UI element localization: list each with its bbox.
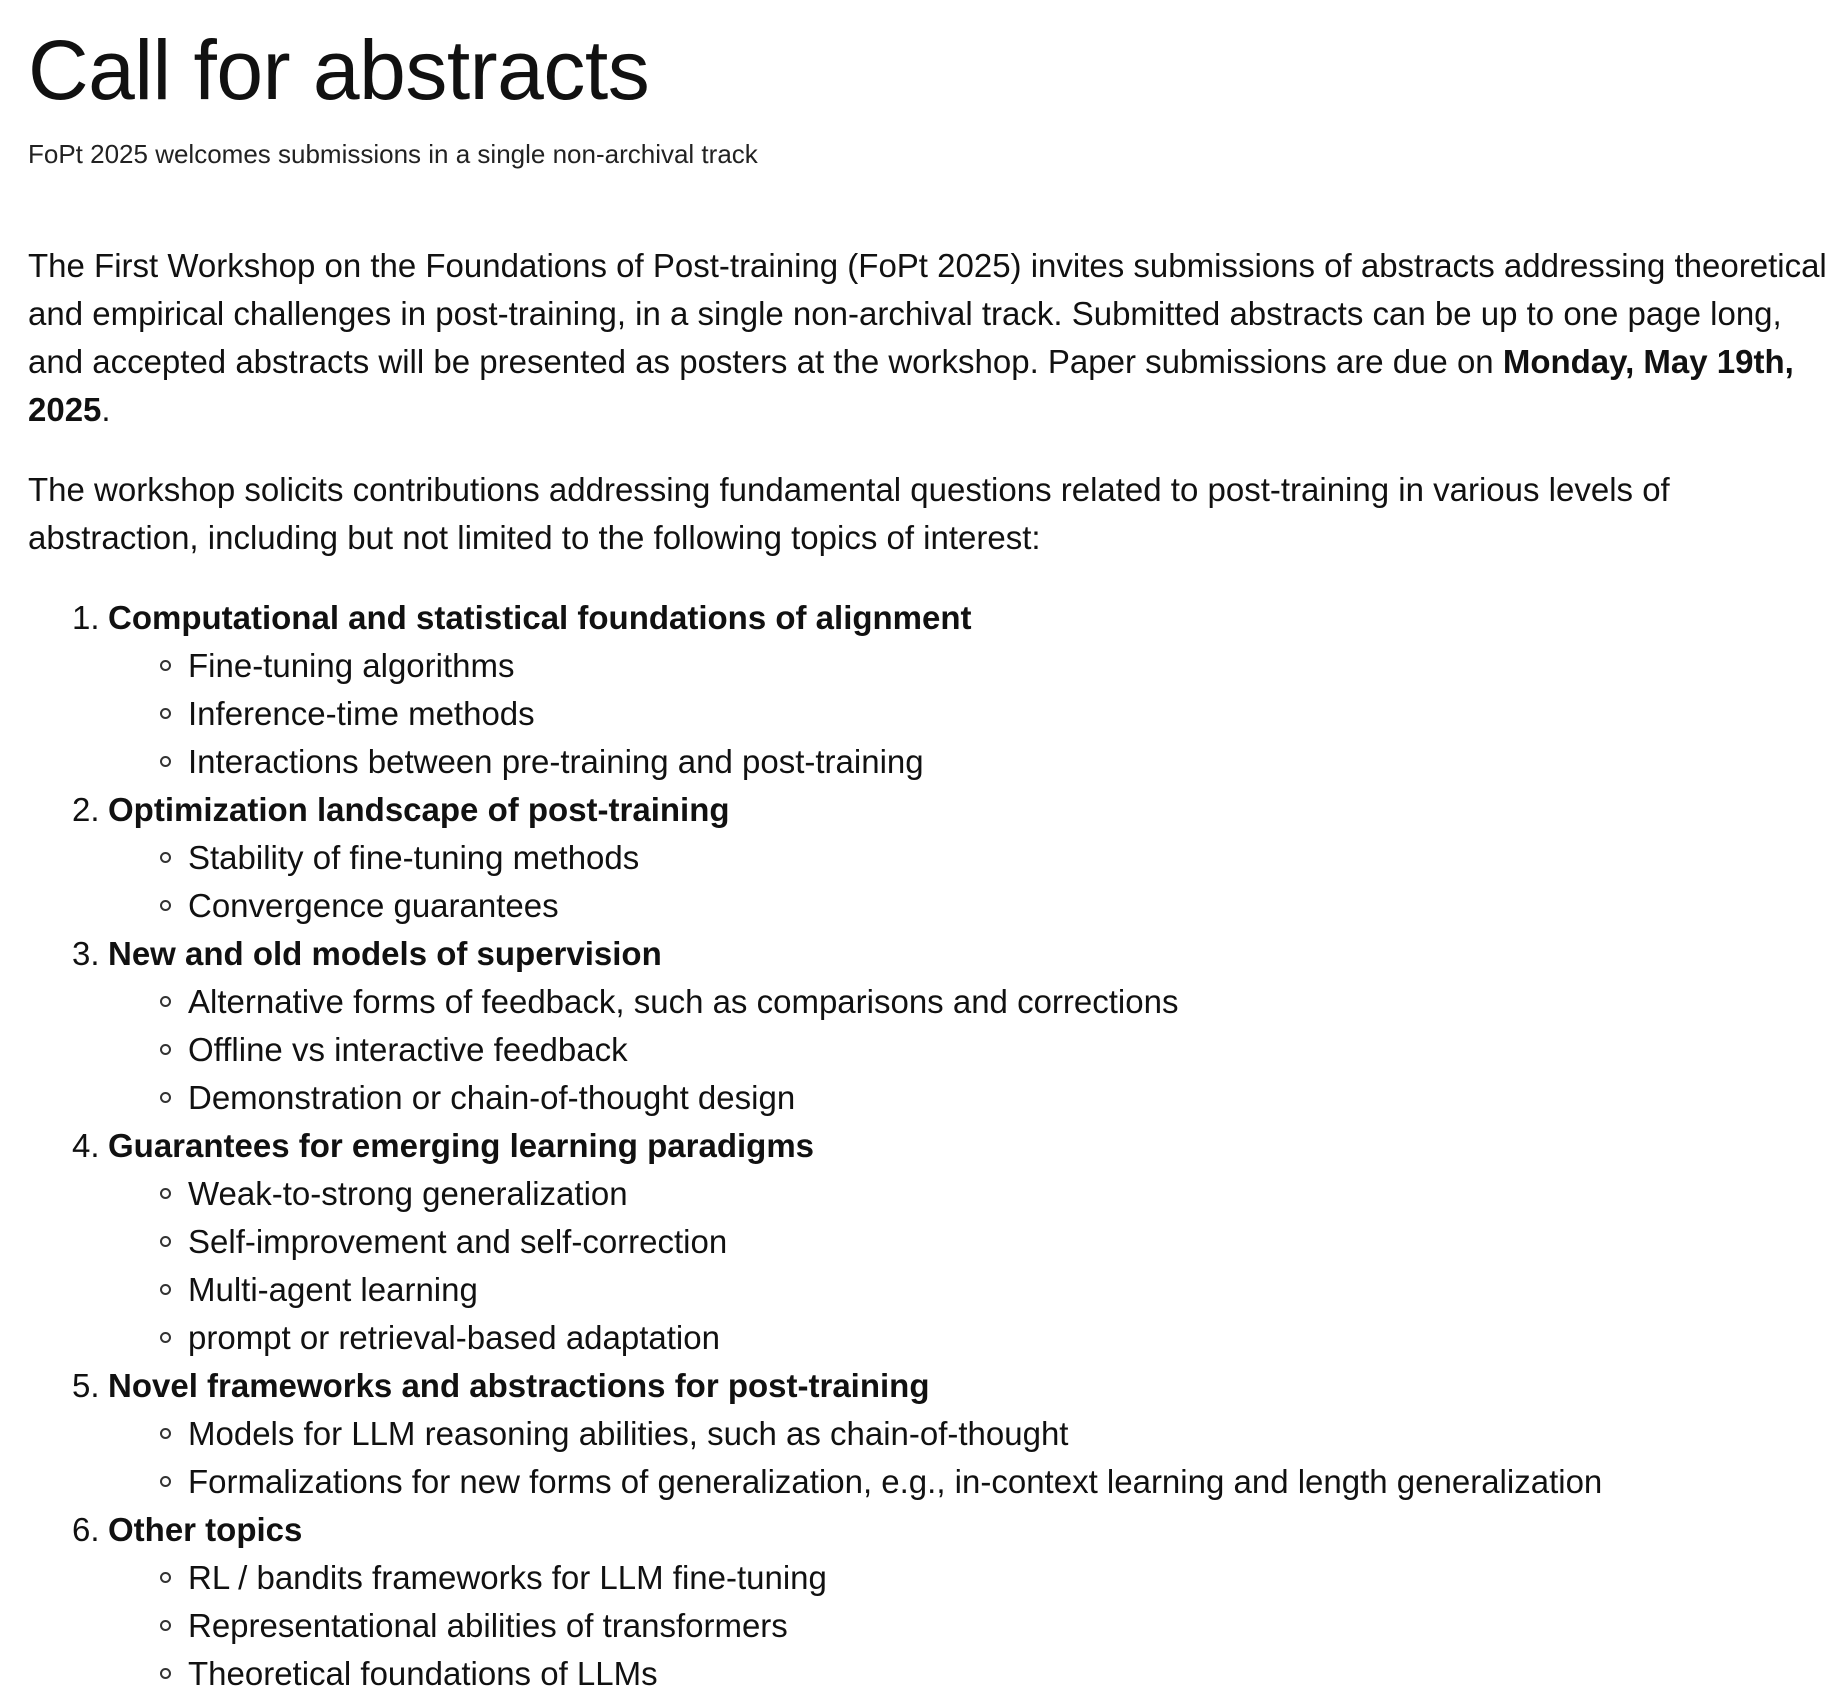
subtopic-item <box>188 1074 1844 1122</box>
subtopic-item <box>188 978 1844 1026</box>
circle-bullet-icon <box>160 756 171 767</box>
subtopic-label: Weak-to-strong generalization <box>188 1175 628 1212</box>
topic-number: 2. <box>72 791 100 828</box>
topic-title: New and old models of supervision <box>108 935 662 972</box>
subtopics-list <box>108 1410 1844 1506</box>
solicit-paragraph: The workshop solicits contributions addressing fundamental questions related to post-training in various levels of abstraction, including but not limited to the following topics of interest: <box>28 471 1670 556</box>
intro-paragraph <box>28 242 1828 434</box>
circle-bullet-icon <box>160 1044 171 1055</box>
subtopic-item <box>188 1554 1844 1602</box>
subtopic-label: Inference-time methods <box>188 695 535 732</box>
circle-bullet-icon <box>160 1668 171 1679</box>
subtopic-label: Self-improvement and self-correction <box>188 1223 728 1260</box>
subtopic-item <box>188 1026 1844 1074</box>
subtopics-list <box>108 834 1844 930</box>
subtopic-label: Representational abilities of transformers <box>188 1607 788 1644</box>
subtopic-item <box>188 1314 1844 1362</box>
subtopic-item <box>188 1218 1844 1266</box>
topic-title: Guarantees for emerging learning paradigms <box>108 1127 815 1164</box>
circle-bullet-icon <box>160 1476 171 1487</box>
topic-number: 6. <box>72 1511 100 1548</box>
circle-bullet-icon <box>160 1428 171 1439</box>
subtopic-item <box>188 1458 1844 1506</box>
page-title: Call for abstracts <box>28 23 650 117</box>
intro-text: The First Workshop on the Foundations of Post-training (FoPt 2025) invites submissions of abstracts addressing theoretical and empirical challenges in post-training, in a single non-archival track. Submitted abstracts can be up to one page long, and accepted abstracts will be presented as posters at the workshop. Paper submissions are due on <box>28 247 1827 380</box>
subtopic-item <box>188 882 1844 930</box>
topic-number: 4. <box>72 1127 100 1164</box>
subtopic-label: Alternative forms of feedback, such as comparisons and corrections <box>188 983 1179 1020</box>
topic-number: 1. <box>72 599 100 636</box>
circle-bullet-icon <box>160 900 171 911</box>
subtopic-item <box>188 1266 1844 1314</box>
subtopic-label: RL / bandits frameworks for LLM fine-tuning <box>188 1559 827 1596</box>
topic-item <box>72 786 1844 930</box>
page-subtitle: FoPt 2025 welcomes submissions in a single non-archival track <box>28 139 758 169</box>
subtopic-item <box>188 690 1844 738</box>
subtopic-item <box>188 1170 1844 1218</box>
subtopic-label: Demonstration or chain-of-thought design <box>188 1079 796 1116</box>
subtopic-label: Offline vs interactive feedback <box>188 1031 628 1068</box>
circle-bullet-icon <box>160 1572 171 1583</box>
subtopic-label: prompt or retrieval-based adaptation <box>188 1319 720 1356</box>
topic-item <box>72 594 1844 786</box>
circle-bullet-icon <box>160 1188 171 1199</box>
topic-number: 5. <box>72 1367 100 1404</box>
circle-bullet-icon <box>160 1236 171 1247</box>
topic-item <box>72 1506 1844 1698</box>
circle-bullet-icon <box>160 996 171 1007</box>
circle-bullet-icon <box>160 1620 171 1631</box>
subtopic-label: Formalizations for new forms of generalization, e.g., in-context learning and length generalization <box>188 1463 1603 1500</box>
topic-item <box>72 1362 1844 1506</box>
topics-list <box>28 594 1844 1698</box>
circle-bullet-icon <box>160 660 171 671</box>
subtopics-list <box>108 1554 1844 1698</box>
topic-item <box>72 1122 1844 1362</box>
subtopic-label: Convergence guarantees <box>188 887 559 924</box>
subtopics-list <box>108 642 1844 786</box>
topic-item <box>72 930 1844 1122</box>
topic-title: Other topics <box>108 1511 303 1548</box>
topic-title: Novel frameworks and abstractions for post-training <box>108 1367 930 1404</box>
subtopics-list <box>108 978 1844 1122</box>
subtopic-item <box>188 1650 1844 1698</box>
subtopic-item <box>188 1410 1844 1458</box>
deadline-date: Monday, May 19th, 2025 <box>28 343 1794 428</box>
circle-bullet-icon <box>160 852 171 863</box>
topic-title: Optimization landscape of post-training <box>108 791 730 828</box>
subtopics-list <box>108 1170 1844 1362</box>
subtopic-label: Multi-agent learning <box>188 1271 478 1308</box>
circle-bullet-icon <box>160 708 171 719</box>
subtopic-label: Interactions between pre-training and post-training <box>188 743 924 780</box>
intro-end: . <box>101 391 111 428</box>
circle-bullet-icon <box>160 1284 171 1295</box>
topic-number: 3. <box>72 935 100 972</box>
subtopic-item <box>188 834 1844 882</box>
subtopic-label: Fine-tuning algorithms <box>188 647 515 684</box>
circle-bullet-icon <box>160 1092 171 1103</box>
subtopic-label: Stability of fine-tuning methods <box>188 839 640 876</box>
subtopic-item <box>188 642 1844 690</box>
topic-title: Computational and statistical foundations of alignment <box>108 599 972 636</box>
subtopic-label: Models for LLM reasoning abilities, such as chain-of-thought <box>188 1415 1069 1452</box>
subtopic-item <box>188 738 1844 786</box>
circle-bullet-icon <box>160 1332 171 1343</box>
subtopic-item <box>188 1602 1844 1650</box>
subtopic-label: Theoretical foundations of LLMs <box>188 1655 658 1692</box>
